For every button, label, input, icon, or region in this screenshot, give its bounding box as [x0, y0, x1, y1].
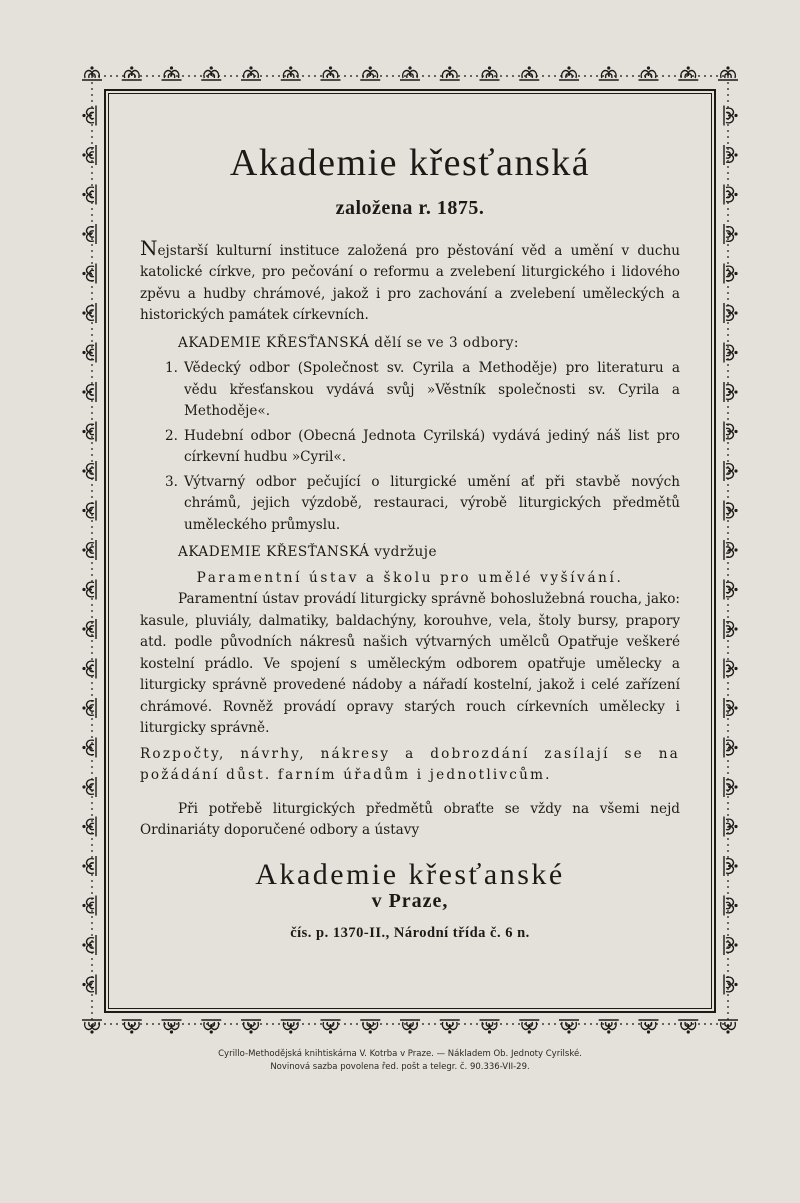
ornament-motif: [82, 777, 96, 797]
ornament-motif: [82, 224, 96, 244]
ornament-motif: [82, 422, 96, 442]
intro-text: ejstarší kulturní instituce založená pro pěstování věd a umění v duchu katolické církve, pro pečování o reformu a zvelebení liturgického i lidového zpěvu a hudby chrámové, jakož i pro zachování a zvelebení uměleckých a historických památek církevních.: [140, 242, 680, 323]
ornament-motif: [201, 1020, 221, 1034]
needs-paragraph: Při potřebě liturgických předmětů obraťte se vždy na všemi nejd Ordinariáty doporučené odbory a ústavy: [140, 800, 680, 838]
list-item-text: Vědecký odbor (Společnost sv. Cyrila a Methoděje) pro literaturu a vědu křesťanskou vydává svůj »Věstník společnosti sv. Cyrila a Methoděje«.: [184, 360, 680, 419]
ornament-motif: [162, 66, 182, 80]
ornament-motif: [82, 106, 96, 126]
ornament-motif: [724, 422, 738, 442]
footer-title: Akademie křesťanské: [255, 857, 565, 891]
ornament-motif: [82, 1020, 102, 1034]
ornament-motif: [724, 659, 738, 679]
list-item: [140, 472, 680, 537]
ornament-motif: [724, 343, 738, 363]
document-content: [140, 140, 680, 944]
ornament-motif: [82, 659, 96, 679]
ornament-motif: [599, 66, 619, 80]
ornament-motif: [360, 66, 380, 80]
ornament-motif: [82, 461, 96, 481]
ornament-motif: [82, 303, 96, 323]
departments-heading: AKADEMIE KŘESŤANSKÁ dělí se ve 3 odbory:: [178, 334, 519, 351]
ornament-motif: [599, 1020, 619, 1034]
ornament-motif: [82, 343, 96, 363]
ornament-motif: [241, 1020, 261, 1034]
printer-imprint: [0, 1048, 800, 1074]
ornament-motif: [241, 66, 261, 80]
ornament-motif: [724, 224, 738, 244]
ornament-motif: [440, 66, 460, 80]
ornament-motif: [724, 540, 738, 560]
ornament-motif: [400, 1020, 420, 1034]
maintains-heading: AKADEMIE KŘESŤANSKÁ vydržuje: [178, 544, 438, 560]
ornament-motif: [678, 1020, 698, 1034]
ornament-motif: [82, 817, 96, 837]
ornament-motif: [201, 66, 221, 80]
list-item-number: 3.: [165, 473, 178, 490]
ornament-motif: [519, 1020, 539, 1034]
ornament-motif: [639, 66, 659, 80]
ornament-motif: [724, 975, 738, 995]
ornament-motif: [724, 619, 738, 639]
intro-first-letter: N: [140, 235, 158, 260]
document-title: Akademie křesťanská: [229, 142, 591, 184]
ornament-motif: [724, 817, 738, 837]
institute-paragraph: Paramentní ústav provádí liturgicky správně bohoslužebná roucha, jako: kasule, pluviály, dalmatiky, baldachýny, korouhve, vela, štoly bursy, prapory atd. podle původních nákresů našich výtvarných umělců Opatřuje veškeré kostelní prádlo. Ve spojení s uměleckým odborem opatřuje umělecky a liturgicky správně provedené nádoby a nářadí kostelní, jakož i celé zařízení chrámové. Rovněž provádí opravy starých rouch církevních umělecky i liturgicky správně.: [140, 591, 680, 736]
ornament-motif: [724, 777, 738, 797]
ornament-motif: [678, 66, 698, 80]
ornament-motif: [82, 698, 96, 718]
imprint-line: Novinová sazba povolena řed. pošt a telegr. č. 90.336-VII-29.: [270, 1062, 530, 1072]
footer-address: čís. p. 1370-II., Národní třída č. 6 n.: [290, 924, 530, 941]
ornament-motif: [321, 1020, 341, 1034]
ornament-motif: [724, 738, 738, 758]
ornament-motif: [718, 1020, 738, 1034]
ornament-motif: [639, 1020, 659, 1034]
list-item-text: Výtvarný odbor pečující o liturgické umění ať při stavbě nových chrámů, jejich výzdobě, restauraci, výrobě liturgických předmětů uměleckého průmyslu.: [184, 473, 680, 533]
ornament-motif: [360, 1020, 380, 1034]
ornament-motif: [440, 1020, 460, 1034]
list-item-number: 1.: [165, 360, 178, 376]
ornament-motif: [400, 66, 420, 80]
list-item-text: Hudební odbor (Obecná Jednota Cyrilská) vydává jediný náš list pro církevní hudbu »Cyril«.: [184, 427, 680, 465]
imprint-line: Cyrillo-Methodějská knihtiskárna V. Kotrba v Praze. — Nákladem Ob. Jednoty Cyrilské.: [218, 1049, 582, 1059]
footer-city: v Praze,: [371, 890, 449, 912]
ornament-motif: [724, 698, 738, 718]
ornament-motif: [724, 145, 738, 165]
ornament-motif: [559, 1020, 579, 1034]
list-item-number: 2.: [165, 427, 178, 444]
ornament-motif: [724, 896, 738, 916]
ornament-motif: [724, 580, 738, 600]
ornament-motif: [724, 303, 738, 323]
ornament-motif: [724, 856, 738, 876]
ornament-motif: [724, 461, 738, 481]
ornament-motif: [281, 1020, 301, 1034]
ornament-motif: [82, 382, 96, 402]
ornament-motif: [559, 66, 579, 80]
ornament-motif: [519, 66, 539, 80]
ornament-motif: [82, 145, 96, 165]
ornament-motif: [122, 66, 142, 80]
document-subtitle: založena r. 1875.: [335, 197, 485, 219]
ornament-motif: [82, 896, 96, 916]
ornament-motif: [122, 1020, 142, 1034]
ornament-motif: [724, 501, 738, 521]
ornament-motif: [724, 935, 738, 955]
ornament-motif: [724, 382, 738, 402]
ornament-motif: [82, 185, 96, 205]
ornament-motif: [724, 264, 738, 284]
ornament-motif: [724, 185, 738, 205]
ornament-motif: [480, 1020, 500, 1034]
ornament-motif: [82, 580, 96, 600]
ornament-motif: [82, 975, 96, 995]
ornament-motif: [82, 619, 96, 639]
ornament-motif: [480, 66, 500, 80]
ornament-motif: [82, 856, 96, 876]
departments-list: [140, 358, 680, 536]
list-item: [140, 426, 680, 469]
ornament-motif: [82, 264, 96, 284]
estimates-paragraph: Rozpočty, návrhy, nákresy a dobrozdání zasílají se na požádání důst. farním úřadům i jednotlivcům.: [140, 745, 680, 783]
ornament-motif: [82, 935, 96, 955]
ornament-motif: [82, 540, 96, 560]
ornament-motif: [162, 1020, 182, 1034]
ornament-motif: [82, 738, 96, 758]
intro-paragraph: [140, 235, 680, 327]
list-item: [140, 358, 680, 423]
ornament-motif: [321, 66, 341, 80]
ornament-motif: [82, 501, 96, 521]
ornament-motif: [724, 106, 738, 126]
ornament-motif: [281, 66, 301, 80]
institute-line: Paramentní ústav a školu pro umělé vyšívání.: [196, 569, 624, 586]
